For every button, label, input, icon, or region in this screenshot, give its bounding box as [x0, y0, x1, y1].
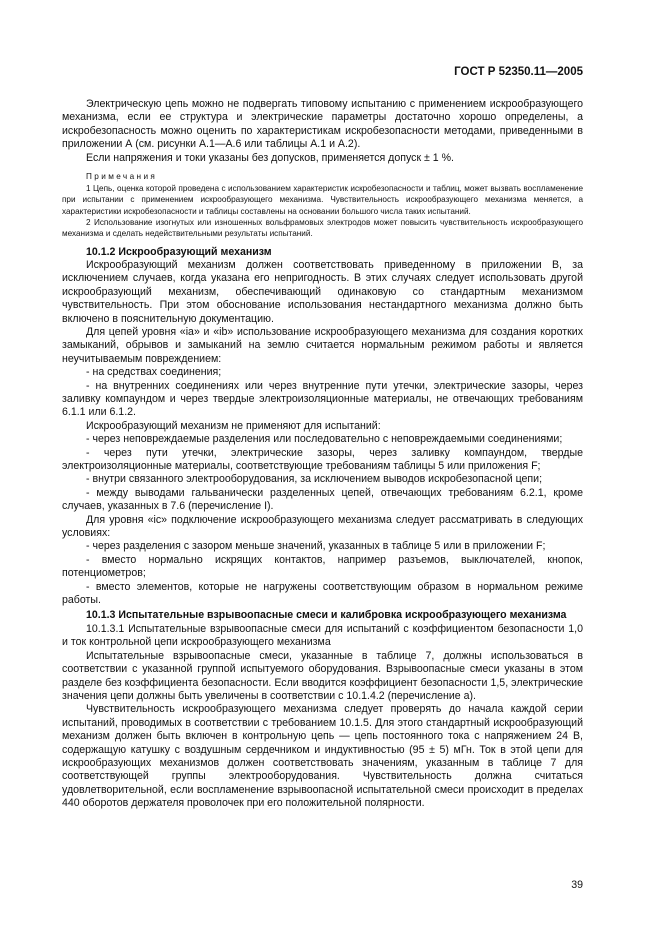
list-item: - через разделения с зазором меньше значений, указанных в таблице 5 или в приложении F;: [86, 540, 546, 553]
notes-title: Примечания: [86, 172, 158, 182]
document-id: ГОСТ Р 52350.11—2005: [454, 66, 583, 78]
list-item: - вместо нормально искрящих контактов, например разъемов, выключателей, кнопок, потенциометров;: [62, 553, 583, 580]
paragraph: Испытательные взрывоопасные смеси, указанные в таблице 7, должны использоваться в соответствии с указанной группой испытуемого оборудования. Взрывоопасные смеси указаны в этом разделе без коэффициента безопасности. Если вводится коэффициент безопасности 1,5, электрические значения цепи должны быть увеличены в соответствии с 10.1.4.2 (перечисление а).: [62, 649, 583, 702]
note-item: 2 Использование изогнутых или изношенных вольфрамовых электродов может повысить чувствительность искрообразующего механизма и сделать недействительными результаты испытаний.: [62, 217, 583, 239]
document-body: [62, 98, 583, 811]
list-item: - внутри связанного электрооборудования, за исключением выводов искробезопасной цепи;: [86, 473, 543, 486]
paragraph: Если напряжения и токи указаны без допусков, применяется допуск ± 1 %.: [86, 151, 455, 164]
list-item: - на внутренних соединениях или через внутренние пути утечки, электрические зазоры, через заливку компаундом и через твердые электроизоляционные материалы, не отвечающих требованиям 6.1.1 или 6.1.2.: [62, 379, 583, 419]
paragraph: Для уровня «ic» подключение искрообразующего механизма следует рассматривать в следующих условиях:: [62, 513, 583, 540]
paragraph: Электрическую цепь можно не подвергать типовому испытанию с применением искрообразующего механизма, если ее структура и электрические параметры достаточно хорошо определены, а искробезопасность можно оценить по характеристикам искробезопасности методами, приведенными в приложении А (см. рисунки А.1—А.6 или таблицы А.1 и А.2).: [62, 98, 583, 151]
paragraph: Искрообразующий механизм не применяют для испытаний:: [86, 419, 381, 432]
list-item: - на средствах соединения;: [86, 366, 222, 379]
paragraph: Искрообразующий механизм должен соответствовать приведенному в приложении В, за исключением случаев, когда указана его непригодность. В этих случаях следует использовать другой искрообразующий механизм, обеспечивающий одинаковую со стандартным механизмом чувствительность. При этом обоснование использования нестандартного механизма должно быть включено в пояснительную документацию.: [62, 258, 583, 325]
paragraph: Для цепей уровня «ia» и «ib» использование искрообразующего механизма для создания коротких замыканий, обрывов и замыканий на землю считается нормальным режимом работы и является неучитываемым повреждением:: [62, 325, 583, 365]
list-item: - вместо элементов, которые не нагружены соответствующим образом в нормальном режиме работы.: [62, 580, 583, 607]
list-item: - через пути утечки, электрические зазоры, через заливку компаундом, твердые электроизоляционные материалы, соответствующие требованиям таблицы 5 или приложения F;: [62, 446, 583, 473]
note-item: 1 Цепь, оценка которой проведена с использованием характеристик искробезопасности и таблиц, может вызвать воспламенение при испытании с применением искрообразующего механизма. Чувствительность искрообразующего механизма меняется, а характеристики искробезопасности и таблицы составлены на основании большого числа таких испытаний.: [62, 184, 583, 216]
page-number: 39: [571, 879, 583, 891]
section-heading: 10.1.2 Искрообразующий механизм: [86, 245, 272, 258]
section-heading: 10.1.3 Испытательные взрывоопасные смеси и калибровка искрообразующего механизма: [86, 609, 567, 622]
list-item: - между выводами гальванически разделенных цепей, отвечающих требованиям 6.2.1, кроме случаев, указанных в 7.6 (перечисление I).: [62, 486, 583, 513]
list-item: - через неповреждаемые разделения или последовательно с неповреждаемыми соединениями;: [86, 433, 563, 446]
paragraph: 10.1.3.1 Испытательные взрывоопасные смеси для испытаний с коэффициентом безопасности 1,0 и ток контрольной цепи искрообразующего механизма: [62, 622, 583, 649]
paragraph: Чувствительность искрообразующего механизма следует проверять до начала каждой серии испытаний, проводимых в соответствии с требованием 10.1.5. Для этого стандартный искрообразующий механизм должен быть включен в контрольную цепь — цепь постоянного тока с напряжением 24 В, содержащую катушку с воздушным сердечником и индуктивностью (95 ± 5) мГн. Ток в этой цепи для искрообразующих механизмов должен соответствовать значениям, указанным в таблице 7 для соответствующей группы электрооборудования. Чувствительность должна считаться удовлетворительной, если воспламенение взрывоопасной испытательной смеси происходит в пределах 440 оборотов держателя проволочек при его положительной полярности.: [62, 703, 583, 810]
